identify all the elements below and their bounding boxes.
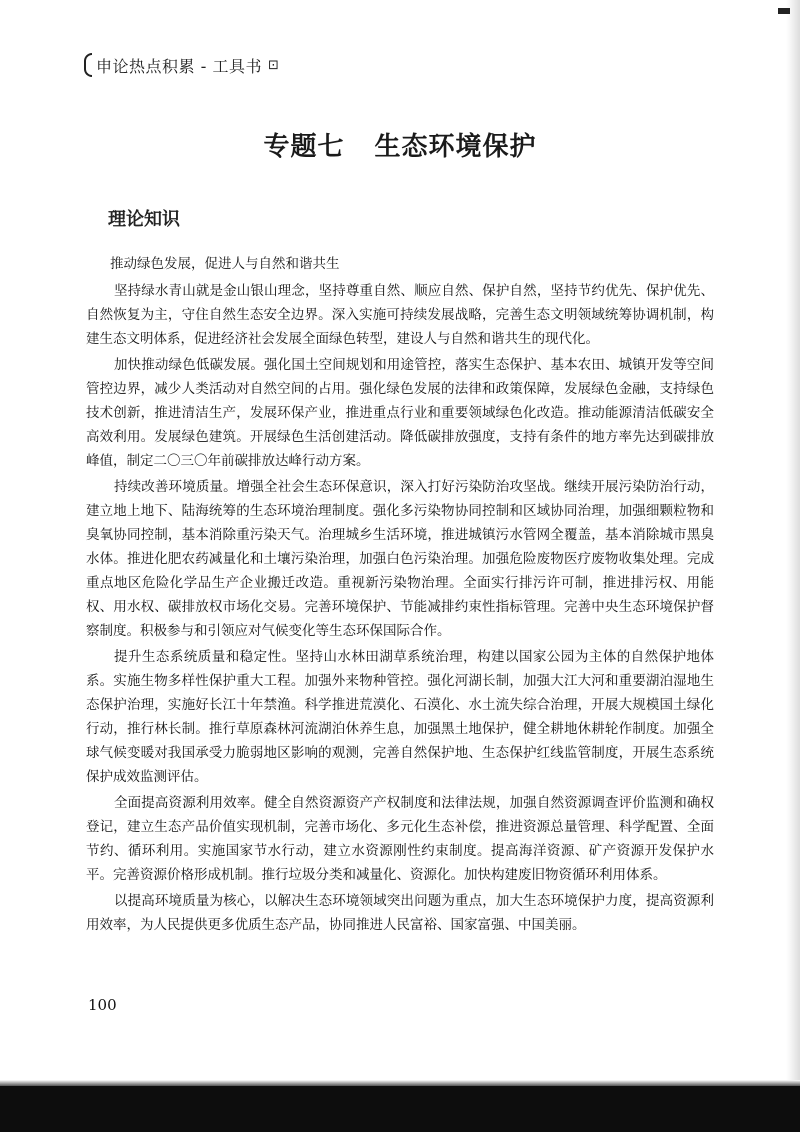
paragraph: 全面提高资源利用效率。健全自然资源资产产权制度和法律法规，加强自然资源调查评价监测和确权登记，建立生态产品价值实现机制，完善市场化、多元化生态补偿，推进资源总量管理、科学配置、全面节约、循环利用。实施国家节水行动，建立水资源刚性约束制度。提高海洋资源、矿产资源开发保护水平。完善资源价格形成机制。推行垃圾分类和减量化、资源化。加快构建废旧物资循环利用体系。 <box>86 795 714 883</box>
paragraph: 以提高环境质量为核心，以解决生态环境领域突出问题为重点，加大生态环境保护力度，提高资源利用效率，为人民提供更多优质生态产品，协同推进人民富裕、国家富强、中国美丽。 <box>86 893 714 933</box>
header-badge-icon: ⊡ <box>267 57 279 73</box>
header-bracket-icon <box>84 53 92 77</box>
scan-edge-shadow <box>786 0 800 1132</box>
subheading: 推动绿色发展，促进人与自然和谐共生 <box>110 256 340 272</box>
section-heading: 理论知识 <box>108 209 180 230</box>
running-header <box>84 51 279 79</box>
scan-bottom-border <box>0 1086 800 1132</box>
paragraph: 持续改善环境质量。增强全社会生态环保意识，深入打好污染防治攻坚战。继续开展污染防治行动，建立地上地下、陆海统筹的生态环境治理制度。强化多污染物协同控制和区域协同治理，加强细颗粒物和臭氧协同控制，基本消除重污染天气。治理城乡生活环境，推进城镇污水管网全覆盖，基本消除城市黑臭水体。推进化肥农药减量化和土壤污染治理，加强白色污染治理。加强危险废物医疗废物收集处理。完成重点地区危险化学品生产企业搬迁改造。重视新污染物治理。全面实行排污许可制，推进排污权、用能权、用水权、碳排放权市场化交易。完善环境保护、节能减排约束性指标管理。完善中央生态环境保护督察制度。积极参与和引领应对气候变化等生态环保国际合作。 <box>86 479 714 639</box>
body-text <box>86 279 714 939</box>
chapter-name: 生态环境保护 <box>374 132 537 162</box>
scan-corner-mark <box>778 8 790 14</box>
running-title: 申论热点积累 - 工具书 <box>96 56 262 76</box>
page-number: 100 <box>88 996 117 1014</box>
paragraph: 提升生态系统质量和稳定性。坚持山水林田湖草系统治理，构建以国家公园为主体的自然保护地体系。实施生物多样性保护重大工程。加强外来物种管控。强化河湖长制，加强大江大河和重要湖泊湿地生态保护治理，实施好长江十年禁渔。科学推进荒漠化、石漠化、水土流失综合治理，开展大规模国土绿化行动，推行林长制。推行草原森林河流湖泊休养生息，加强黑土地保护，健全耕地休耕轮作制度。加强全球气候变暖对我国承受力脆弱地区影响的观测，完善自然保护地、生态保护红线监管制度，开展生态系统保护成效监测评估。 <box>86 649 714 785</box>
paragraph: 加快推动绿色低碳发展。强化国土空间规划和用途管控，落实生态保护、基本农田、城镇开发等空间管控边界，减少人类活动对自然空间的占用。强化绿色发展的法律和政策保障，发展绿色金融，支持绿色技术创新，推进清洁生产，发展环保产业，推进重点行业和重要领域绿色化改造。推动能源清洁低碳安全高效利用。发展绿色建筑。开展绿色生活创建活动。降低碳排放强度，支持有条件的地方率先达到碳排放峰值，制定二〇三〇年前碳排放达峰行动方案。 <box>86 357 714 469</box>
paragraph: 坚持绿水青山就是金山银山理念，坚持尊重自然、顺应自然、保护自然，坚持节约优先、保护优先、自然恢复为主，守住自然生态安全边界。深入实施可持续发展战略，完善生态文明领域统筹协调机制，构建生态文明体系，促进经济社会发展全面绿色转型，建设人与自然和谐共生的现代化。 <box>86 283 714 347</box>
chapter-number: 专题七 <box>263 132 345 162</box>
chapter-title <box>0 126 800 163</box>
